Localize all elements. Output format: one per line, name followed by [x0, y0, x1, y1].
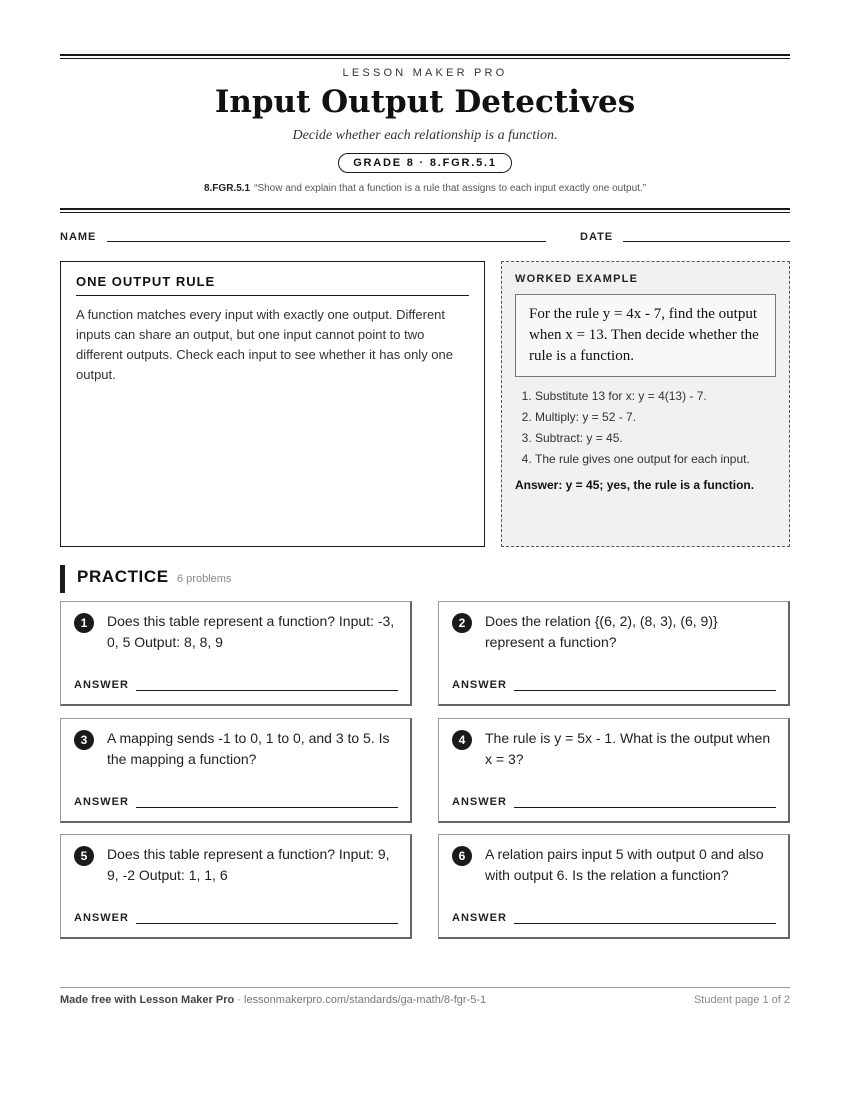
- header-bottom-rule: [60, 208, 790, 213]
- problem-number: 2: [452, 613, 472, 633]
- answer-field-2[interactable]: [514, 690, 776, 691]
- problem-card-3: [60, 718, 412, 823]
- worked-example-step: 4. The rule gives one output for each input.: [535, 449, 776, 470]
- problem-number: 1: [74, 613, 94, 633]
- answer-label: ANSWER: [452, 796, 507, 808]
- problem-question: Does this table represent a function? Input: 9, 9, -2 Output: 1, 1, 6: [107, 846, 390, 883]
- date-label: DATE: [580, 231, 614, 243]
- worked-example-step: 2. Multiply: y = 52 - 7.: [535, 407, 776, 428]
- concept-box: [60, 261, 485, 547]
- footer-credit: [60, 994, 486, 1006]
- answer-field-3[interactable]: [136, 807, 398, 808]
- answer-label: ANSWER: [74, 796, 129, 808]
- answer-label: ANSWER: [74, 679, 129, 691]
- problem-card-6: [438, 834, 790, 939]
- practice-count: 6 problems: [177, 573, 232, 585]
- brand-name: LESSON MAKER PRO: [342, 67, 508, 79]
- concept-heading: ONE OUTPUT RULE: [76, 274, 469, 296]
- worked-example-steps: [515, 386, 776, 470]
- worked-example-answer: Answer: y = 45; yes, the rule is a function.: [515, 478, 755, 492]
- grade-badge-wrap: [60, 153, 790, 173]
- practice-heading: PRACTICE: [77, 567, 169, 586]
- page-title: Input Output Detectives: [214, 84, 636, 120]
- problem-question: The rule is y = 5x - 1. What is the output when x = 3?: [485, 730, 771, 767]
- practice-accent-bar: [60, 565, 65, 593]
- page-subtitle: Decide whether each relationship is a function.: [292, 128, 558, 143]
- answer-field-4[interactable]: [514, 807, 776, 808]
- problem-question: Does this table represent a function? Input: -3, 0, 5 Output: 8, 8, 9: [107, 613, 395, 650]
- concept-body: A function matches every input with exactly one output. Different inputs can share an output, but one input cannot point to two different outputs. Check each input to see whether it has only one output.: [76, 307, 453, 382]
- problem-number: 3: [74, 730, 94, 750]
- footer-rule: [60, 987, 790, 988]
- standard-text: “Show and explain that a function is a rule that assigns to each input exactly one output.”: [254, 183, 647, 194]
- grade-badge: GRADE 8 · 8.FGR.5.1: [338, 153, 512, 173]
- answer-field-5[interactable]: [136, 923, 398, 924]
- footer-made-with: Made free with Lesson Maker Pro: [60, 994, 235, 1006]
- answer-label: ANSWER: [74, 912, 129, 924]
- worked-example-step: 1. Substitute 13 for x: y = 4(13) - 7.: [535, 386, 776, 407]
- answer-label: ANSWER: [452, 912, 507, 924]
- answer-field-6[interactable]: [514, 923, 776, 924]
- problem-question: A mapping sends -1 to 0, 1 to 0, and 3 to 5. Is the mapping a function?: [107, 730, 390, 767]
- worksheet-page: [60, 0, 790, 1100]
- worked-example-heading: WORKED EXAMPLE: [515, 273, 639, 285]
- name-field[interactable]: [107, 241, 546, 242]
- footer-page-number: Student page 1 of 2: [693, 994, 790, 1006]
- answer-label: ANSWER: [452, 679, 507, 691]
- worked-example-box: [501, 261, 790, 547]
- problem-number: 4: [452, 730, 472, 750]
- answer-field-1[interactable]: [136, 690, 398, 691]
- standard-line: [60, 183, 790, 194]
- problem-card-4: [438, 718, 790, 823]
- problem-number: 5: [74, 846, 94, 866]
- problem-card-1: [60, 601, 412, 706]
- footer-url[interactable]: · lessonmakerpro.com/standards/ga-math/8-fgr-5-1: [234, 994, 487, 1006]
- problem-question: A relation pairs input 5 with output 0 and also with output 6. Is the relation a function?: [485, 846, 764, 883]
- problem-card-2: [438, 601, 790, 706]
- problem-card-5: [60, 834, 412, 939]
- date-field[interactable]: [623, 241, 790, 242]
- worked-example-prompt: For the rule y = 4x - 7, find the output when x = 13. Then decide whether the rule is a function.: [515, 294, 776, 377]
- problem-number: 6: [452, 846, 472, 866]
- standard-code: 8.FGR.5.1: [203, 183, 251, 194]
- problem-question: Does the relation {(6, 2), (8, 3), (6, 9)} represent a function?: [485, 613, 718, 650]
- header-top-rule: [60, 54, 790, 59]
- worked-example-step: 3. Subtract: y = 45.: [535, 428, 776, 449]
- name-label: NAME: [60, 231, 97, 243]
